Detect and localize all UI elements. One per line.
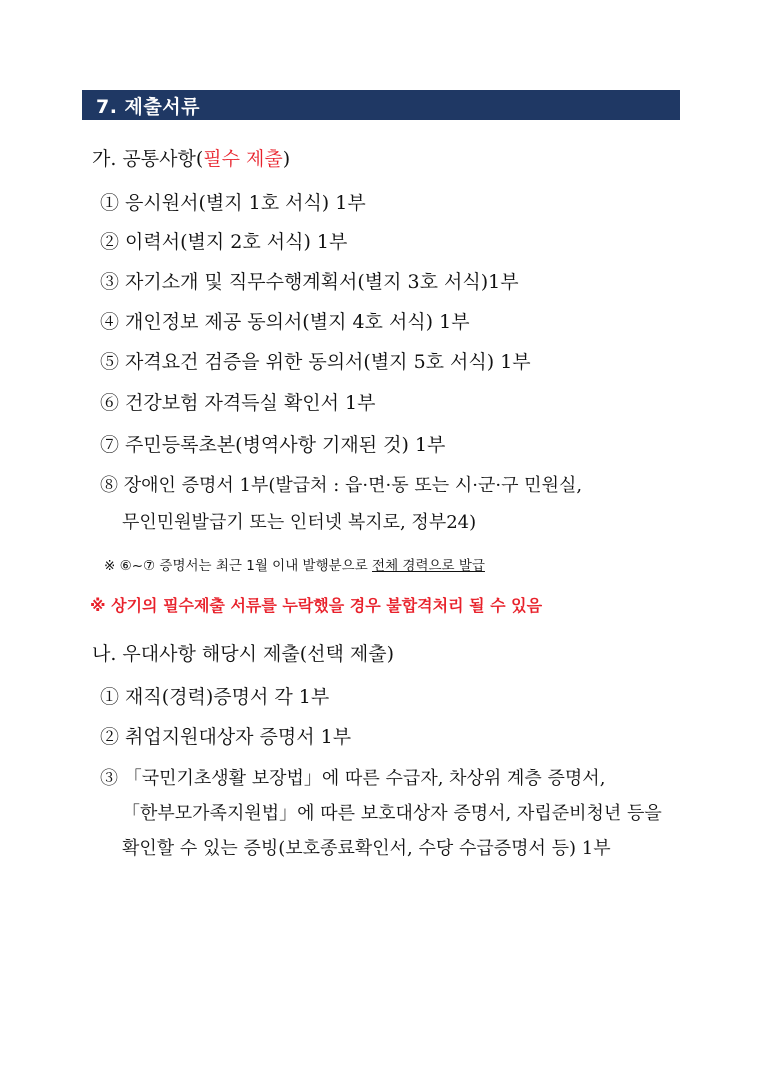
common-item: ④ 개인정보 제공 동의서(별지 4호 서식) 1부	[100, 311, 470, 333]
section-header	[82, 90, 680, 120]
common-item: ① 응시원서(별지 1호 서식) 1부	[100, 192, 366, 214]
issuance-note	[104, 554, 485, 578]
preferential-item: ③ 「국민기초생활 보장법」에 따른 수급자, 차상위 계층 증명서,	[100, 768, 606, 789]
common-item: ⑦ 주민등록초본(병역사항 기재된 것) 1부	[100, 434, 446, 456]
common-heading	[92, 147, 290, 171]
preferential-item-continued: 확인할 수 있는 증빙(보호종료확인서, 수당 수급증명서 등) 1부	[122, 838, 611, 859]
common-heading-prefix: 가. 공통사항(	[92, 148, 204, 170]
issuance-note-emphasis: 전체 경력으로 발급	[372, 558, 485, 574]
preferential-item: ② 취업지원대상자 증명서 1부	[100, 726, 352, 748]
common-heading-suffix: )	[282, 148, 291, 170]
preferential-heading: 나. 우대사항 해당시 제출(선택 제출)	[92, 643, 394, 665]
common-item: ③ 자기소개 및 직무수행계획서(별지 3호 서식)1부	[100, 271, 519, 293]
common-item: ② 이력서(별지 2호 서식) 1부	[100, 231, 348, 253]
preferential-item-continued: 「한부모가족지원법」에 따른 보호대상자 증명서, 자립준비청년 등을	[122, 803, 662, 824]
preferential-item: ① 재직(경력)증명서 각 1부	[100, 686, 330, 708]
common-item: ⑥ 건강보험 자격득실 확인서 1부	[100, 392, 376, 414]
required-label: 필수 제출	[203, 148, 283, 170]
common-item: ⑤ 자격요건 검증을 위한 동의서(별지 5호 서식) 1부	[100, 351, 531, 373]
section-title: 7. 제출서류	[96, 95, 200, 118]
issuance-note-text: ※ ⑥~⑦ 증명서는 최근 1월 이내 발행분으로	[104, 558, 373, 574]
omission-warning: ※ 상기의 필수제출 서류를 누락했을 경우 불합격처리 될 수 있음	[90, 596, 543, 615]
common-item-continued: 무인민원발급기 또는 인터넷 복지로, 정부24)	[122, 512, 477, 533]
common-item: ⑧ 장애인 증명서 1부(발급처 : 읍·면·동 또는 시·군·구 민원실,	[100, 475, 583, 496]
